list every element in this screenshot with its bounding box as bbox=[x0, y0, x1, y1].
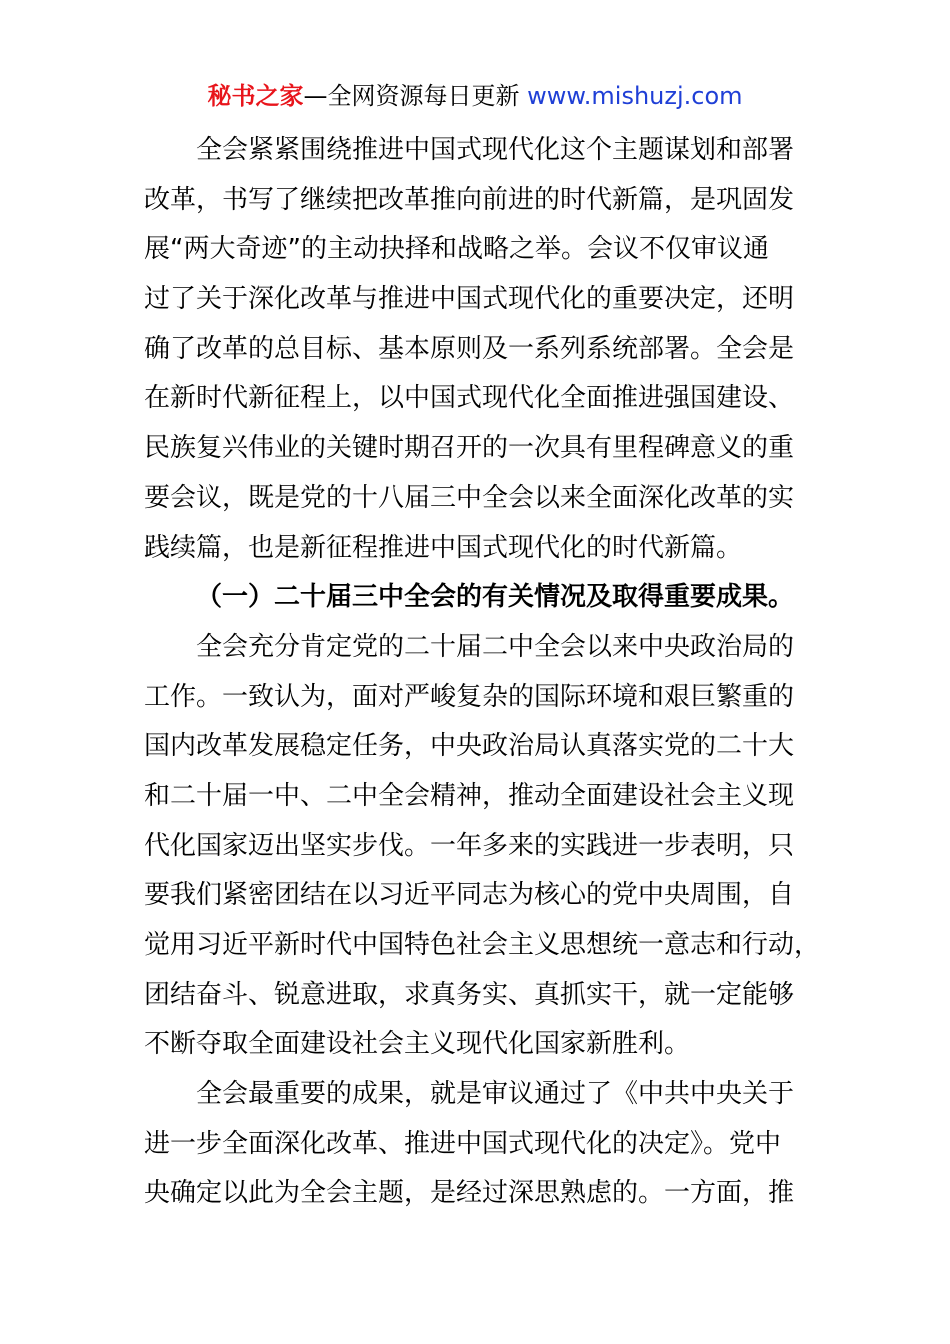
paragraph-line: 展“两大奇迹”的主动抉择和战略之举。会议不仅审议通 bbox=[144, 234, 769, 265]
paragraph-line: 全会最重要的成果，就是审议通过了《中共中央关于 bbox=[196, 1079, 795, 1110]
paragraph-line: 不断夺取全面建设社会主义现代化国家新胜利。 bbox=[144, 1029, 691, 1060]
paragraph-line: 民族复兴伟业的关键时期召开的一次具有里程碑意义的重 bbox=[144, 433, 795, 464]
paragraph-line: 进一步全面深化改革、推进中国式现代化的决定》。党中 bbox=[144, 1128, 782, 1159]
site-brand: 秘书之家 bbox=[207, 82, 304, 110]
paragraph-line: 代化国家迈出坚实步伐。一年多来的实践进一步表明，只 bbox=[144, 830, 795, 861]
page-header bbox=[0, 80, 950, 112]
paragraph-line: 央确定以此为全会主题，是经过深思熟虑的。一方面，推 bbox=[144, 1178, 795, 1209]
paragraph-line: 全会紧紧围绕推进中国式现代化这个主题谋划和部署 bbox=[196, 135, 795, 165]
paragraph-line: 确了改革的总目标、基本原则及一系列系统部署。全会是 bbox=[144, 333, 795, 364]
paragraph-line: 团结奋斗、锐意进取，求真务实、真抓实干，就一定能够 bbox=[144, 979, 795, 1010]
paragraph-line: 觉用习近平新时代中国特色社会主义思想统一意志和行动， bbox=[144, 930, 821, 960]
document-body bbox=[144, 126, 821, 1219]
paragraph-line: 全会充分肯定党的二十届二中全会以来中央政治局的 bbox=[196, 631, 795, 662]
site-url-link[interactable]: www.mishuzj.com bbox=[527, 82, 743, 110]
paragraph-line: 要会议，既是党的十八届三中全会以来全面深化改革的实 bbox=[144, 482, 795, 513]
paragraph-line: 国内改革发展稳定任务，中央政治局认真落实党的二十大 bbox=[144, 731, 795, 762]
paragraph-line: 工作。一致认为，面对严峻复杂的国际环境和艰巨繁重的 bbox=[144, 681, 795, 712]
section-heading: （一）二十届三中全会的有关情况及取得重要成果。 bbox=[196, 582, 795, 613]
paragraph-line: 和二十届一中、二中全会精神，推动全面建设社会主义现 bbox=[144, 780, 795, 811]
paragraph-line: 在新时代新征程上，以中国式现代化全面推进强国建设、 bbox=[144, 383, 795, 414]
paragraph-line: 改革，书写了继续把改革推向前进的时代新篇，是巩固发 bbox=[144, 184, 795, 215]
paragraph-line: 过了关于深化改革与推进中国式现代化的重要决定，还明 bbox=[144, 284, 795, 315]
header-tagline: —全网资源每日更新 bbox=[303, 82, 528, 110]
paragraph-line: 要我们紧密团结在以习近平同志为核心的党中央周围，自 bbox=[144, 880, 795, 911]
paragraph-line: 践续篇，也是新征程推进中国式现代化的时代新篇。 bbox=[144, 532, 743, 563]
